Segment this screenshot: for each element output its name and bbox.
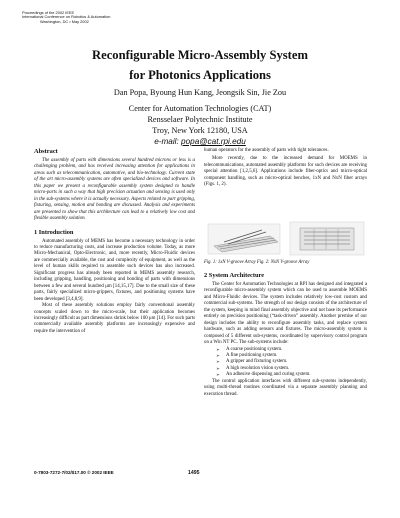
list-item: ➢ A high resolution vision system. <box>216 365 290 371</box>
figure-1-image <box>208 224 280 254</box>
figure-vgroove-arrays <box>204 218 367 258</box>
figure-2-image <box>290 222 364 255</box>
abstract-heading: Abstract <box>34 148 58 155</box>
arrow-bullet-icon: ➢ <box>216 352 220 358</box>
arrow-bullet-icon: ➢ <box>216 365 220 371</box>
proceedings-line: International Conference on Robotics & Automation <box>22 14 111 20</box>
introduction-paragraph-1: Automated assembly of MEMS has become a necessary technology in order to reduce manufacturing costs, and increase production volume. Today, as more Micro-Mechanical, Opto-Electronic, and, more recently, Micro-Fluidic devices are commercially available, the cost and complexity of equipment, as well as the level of human skills required to assemble such devices has also increased. Significant progress has already been reported in MEMS assembly research, including gripping, handling, positioning and bonding of parts with dimensions between a few and several hundred μm [14,15,17]. Due to the small size of these parts, fairly specialized micro-grippers, fixtures, and positioning systems have been developed [3,4,8,9]. <box>34 238 195 302</box>
email-line <box>0 137 400 148</box>
proceedings-header <box>22 11 110 24</box>
right-column-bottom <box>204 272 367 398</box>
right-paragraph-moems: More recently, due to the increased demand for MOEMS in telecommunications, automated assembly platforms for such devices are receiving special attention [1,2,5,6]. Applications include fiber-optics and micro-optical component handling, such as micro-optical benches, 1xN and NxN fiber arrays (Figs. 1, 2). <box>204 156 367 188</box>
author-list: Dan Popa, Byoung Hun Kang, Jeongsik Sin, Jie Zou <box>113 88 287 97</box>
email-label: e-mail: <box>154 137 182 146</box>
right-paragraph-continued: human operators for the assembly of parts with tight tolerances. <box>204 148 329 153</box>
list-item: ➢ A fine positioning system. <box>216 352 278 358</box>
arrow-bullet-icon: ➢ <box>216 346 220 352</box>
list-item: ➢ A coarse positioning system. <box>216 346 283 352</box>
page-number: 1495 <box>188 470 200 476</box>
system-architecture-heading: 2 System Architecture <box>204 272 265 279</box>
arrow-bullet-icon: ➢ <box>216 359 220 365</box>
paper-title-line-1: Reconfigurable Micro-Assembly System <box>92 48 308 62</box>
system-architecture-paragraph: The Center for Automation Technologies at RPI has designed and integrated a reconfigurable micro-assembly system which can be used to assemble MOEMS and Micro-Fluidic devices. The system includes relatively low-cost custom and commercial sub-systems. The strength of our design consists of the architecture of the system, keeping in mind final assembly objective and not base its performance entirely on precision positioning (“task-driven” assembly. Another premise of our design includes the ability to reconfigure assembly tasks, and replace system hardware, such as adding sensors and fixtures. The micro-assembly system is composed of 5 different sub-systems, coordinated by supervisory control program on a Win NT PC. The sub-systems include: <box>204 282 367 346</box>
arrow-bullet-icon: ➢ <box>216 372 220 378</box>
control-application-paragraph: The control application interfaces with different sub-systems independently, using multi-thread routines coordinated via a separate assembly planning and execution thread. <box>204 378 367 397</box>
list-item: ➢ A gripper and fixturing system. <box>216 359 288 365</box>
affiliation-lab: Center for Automation Technologies (CAT) <box>128 104 272 113</box>
right-column-top <box>204 148 367 189</box>
introduction-heading: 1 Introduction <box>34 228 74 236</box>
affiliation-institute: Rensselaer Polytechnic Institute <box>147 115 253 124</box>
abstract-text: The assembly of parts with dimensions several hundred microns or less is a challenging problem, and has received increasing attention for applications in areas such as telecommunication, automotive, and bio-technology. Current state of the art micro-assembly systems are often specialized devices and software. In this paper we present a reconfigurable assembly system designed to handle micro-parts in such a way that high precision actuation and sensing is used only in the sub-systems where it is actually necessary. Aspects related to part gripping, fixturing, sensing, motion and bonding are discussed. Analysis and experiments are presented to show that this architecture can lead to a relatively low cost and flexible assembly solution. <box>34 158 195 222</box>
introduction-paragraph-2: Most of these assembly solutions employ fairly conventional assembly concepts scaled down to the micro-scale, but their application becomes increasingly difficult as part dimensions shrink below 100 μm [14]. For such parts commercially available assembly platforms are increasingly expensive and require the intervention of <box>34 303 195 334</box>
proceedings-line: Proceedings of the 2002 IEEE <box>22 10 75 15</box>
subsystem-list <box>204 347 367 379</box>
proceedings-line: Washington, DC • May 2002 <box>40 18 89 24</box>
list-item: ➢ An adhesive dispensing and curing system. <box>216 372 311 378</box>
paper-title-line-2: for Photonics Applications <box>129 68 271 82</box>
affiliation-city: Troy, New York 12180, USA <box>152 126 248 135</box>
email-address[interactable]: popa@cat.rpi.edu <box>181 137 246 146</box>
figure-caption: Fig. 1: 1xN V-groove Array Fig. 2: NxN V-groove Array <box>204 260 310 265</box>
left-column <box>34 148 195 335</box>
copyright-footer: 0-7803-7272-7/02/$17.00 © 2002 IEEE <box>34 470 114 475</box>
